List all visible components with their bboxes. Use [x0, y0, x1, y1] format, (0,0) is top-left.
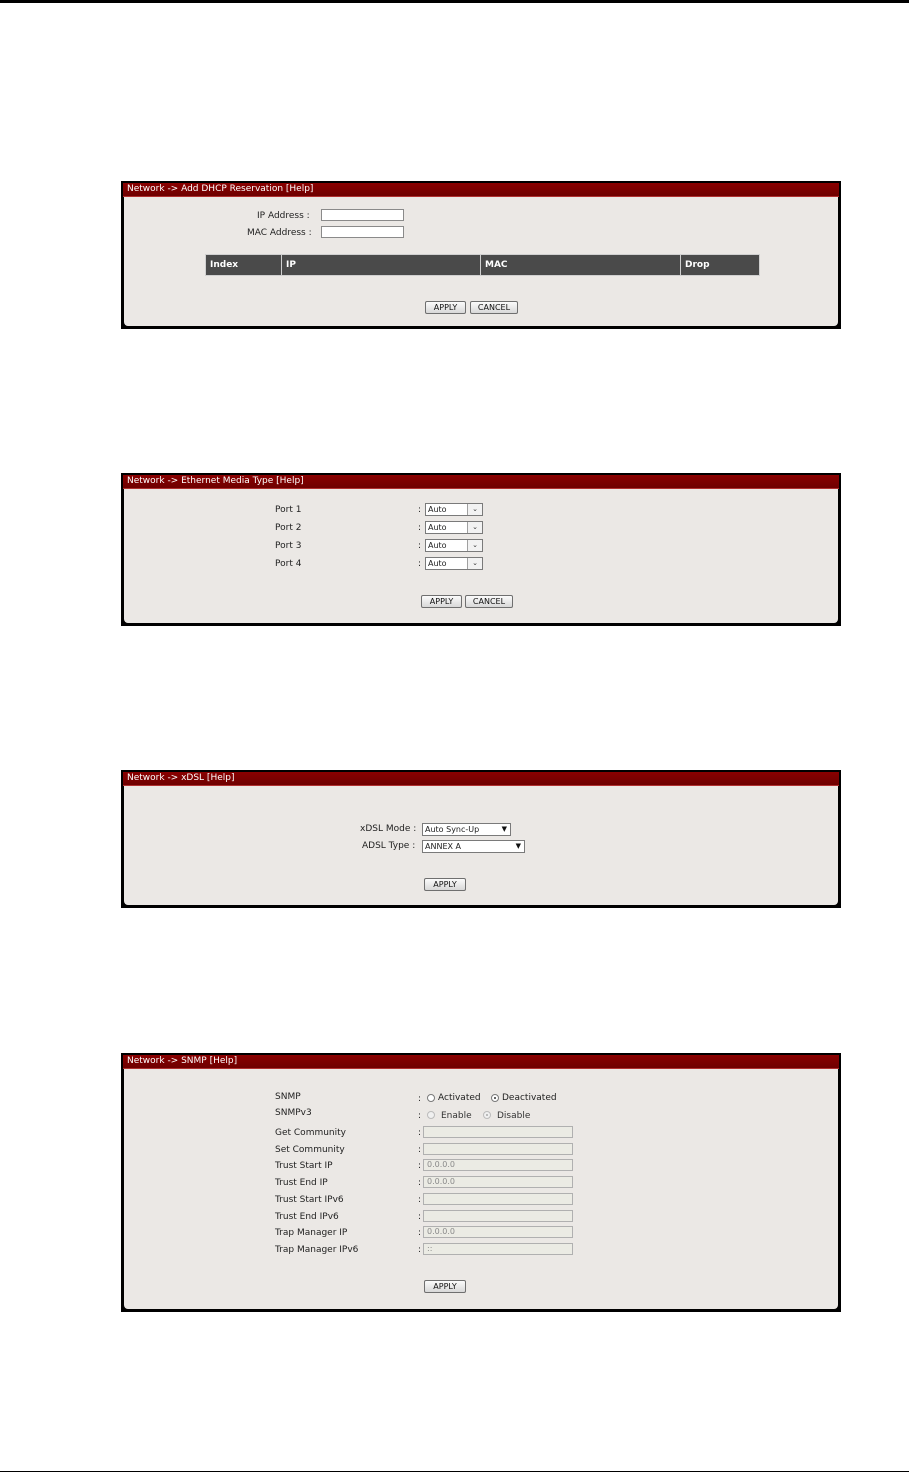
get-community-colon: :: [418, 1128, 422, 1138]
column-mac: MAC: [481, 255, 681, 275]
panel-body: [124, 1069, 838, 1309]
panel-header: [123, 772, 839, 786]
trust-start-ip-input[interactable]: 0.0.0.0: [423, 1159, 573, 1171]
apply-button[interactable]: APPLY: [424, 1280, 466, 1293]
trust-end-ip-colon: :: [418, 1178, 422, 1188]
adsl-type-label: ADSL Type :: [362, 841, 416, 851]
snmp-panel: [121, 1053, 841, 1312]
ip-address-input[interactable]: [321, 209, 404, 221]
adsl-type-value: ANNEX A: [425, 842, 461, 851]
panel-body: [124, 786, 838, 905]
column-index: Index: [206, 255, 282, 275]
port-3-label: Port 3: [275, 541, 302, 551]
panel-title[interactable]: Network -> xDSL [Help]: [127, 773, 235, 783]
reservation-table-header: [205, 254, 760, 276]
trust-start-ip-label: Trust Start IP: [275, 1161, 333, 1171]
snmp-activated-label: Activated: [438, 1093, 481, 1103]
xdsl-panel: [121, 770, 841, 908]
snmpv3-disable-radio[interactable]: [483, 1111, 491, 1119]
port-2-value: Auto: [428, 523, 447, 532]
ethernet-media-type-panel: [121, 473, 841, 626]
set-community-label: Set Community: [275, 1145, 345, 1155]
snmp-label: SNMP: [275, 1092, 301, 1102]
panel-title[interactable]: Network -> Ethernet Media Type [Help]: [127, 476, 304, 486]
port-4-value: Auto: [428, 559, 447, 568]
panel-body: [124, 489, 838, 623]
get-community-input[interactable]: [423, 1126, 573, 1138]
trap-manager-ipv6-colon: :: [418, 1245, 422, 1255]
apply-button[interactable]: APPLY: [421, 595, 462, 608]
snmp-deactivated-label: Deactivated: [502, 1093, 557, 1103]
trust-end-ipv6-colon: :: [418, 1212, 422, 1222]
dhcp-reservation-panel: [121, 181, 841, 329]
apply-button[interactable]: APPLY: [425, 301, 466, 314]
set-community-input[interactable]: [423, 1143, 573, 1155]
apply-button[interactable]: APPLY: [424, 878, 466, 891]
panel-title[interactable]: Network -> SNMP [Help]: [127, 1056, 238, 1066]
snmpv3-disable-label: Disable: [497, 1111, 531, 1121]
trap-manager-ipv6-label: Trap Manager IPv6: [275, 1245, 359, 1255]
trap-manager-ip-input[interactable]: 0.0.0.0: [423, 1226, 573, 1238]
port-2-label: Port 2: [275, 523, 302, 533]
trust-end-ipv6-label: Trust End IPv6: [275, 1212, 339, 1222]
panel-body: [124, 197, 838, 326]
page-top-rule: [0, 0, 909, 3]
port-1-select[interactable]: [425, 503, 483, 516]
trust-end-ip-label: Trust End IP: [275, 1178, 328, 1188]
port-3-colon: :: [418, 541, 422, 551]
panel-header: [123, 183, 839, 197]
port-1-value: Auto: [428, 505, 447, 514]
port-1-label: Port 1: [275, 505, 302, 515]
port-4-select[interactable]: [425, 557, 483, 570]
snmpv3-label: SNMPv3: [275, 1108, 312, 1118]
snmp-colon: :: [418, 1094, 422, 1104]
column-drop: Drop: [685, 260, 710, 270]
port-4-label: Port 4: [275, 559, 302, 569]
trust-end-ip-input[interactable]: 0.0.0.0: [423, 1176, 573, 1188]
trap-manager-ip-label: Trap Manager IP: [275, 1228, 348, 1238]
snmp-deactivated-radio[interactable]: [491, 1094, 499, 1102]
panel-header: [123, 475, 839, 489]
snmpv3-enable-radio[interactable]: [427, 1111, 435, 1119]
dropdown-arrow-icon: ▼: [501, 825, 507, 833]
column-ip: IP: [282, 255, 481, 275]
dropdown-arrow-icon: ▼: [515, 842, 521, 850]
xdsl-mode-value: Auto Sync-Up: [425, 825, 480, 834]
cancel-button[interactable]: CANCEL: [465, 595, 513, 608]
chevron-down-icon: ⌄: [467, 522, 482, 533]
panel-header: [123, 1055, 839, 1069]
trust-start-ipv6-input[interactable]: [423, 1193, 573, 1205]
chevron-down-icon: ⌄: [467, 504, 482, 515]
port-2-colon: :: [418, 523, 422, 533]
mac-address-label: MAC Address :: [247, 228, 312, 238]
cancel-button[interactable]: CANCEL: [470, 301, 518, 314]
port-2-select[interactable]: [425, 521, 483, 534]
ip-address-label: IP Address :: [257, 211, 310, 221]
page-bottom-rule: [0, 1471, 909, 1472]
trap-manager-ipv6-input[interactable]: ::: [423, 1243, 573, 1255]
adsl-type-select[interactable]: [422, 840, 525, 853]
trust-start-ipv6-colon: :: [418, 1195, 422, 1205]
panel-title[interactable]: Network -> Add DHCP Reservation [Help]: [127, 184, 314, 194]
chevron-down-icon: ⌄: [467, 558, 482, 569]
trust-start-ip-colon: :: [418, 1161, 422, 1171]
port-1-colon: :: [418, 505, 422, 515]
mac-address-input[interactable]: [321, 226, 404, 238]
port-4-colon: :: [418, 559, 422, 569]
trap-manager-ip-colon: :: [418, 1228, 422, 1238]
get-community-label: Get Community: [275, 1128, 346, 1138]
trust-end-ipv6-input[interactable]: [423, 1210, 573, 1222]
snmp-activated-radio[interactable]: [427, 1094, 435, 1102]
trust-start-ipv6-label: Trust Start IPv6: [275, 1195, 344, 1205]
xdsl-mode-label: xDSL Mode :: [360, 824, 417, 834]
snmpv3-colon: :: [418, 1111, 422, 1121]
port-3-value: Auto: [428, 541, 447, 550]
port-3-select[interactable]: [425, 539, 483, 552]
set-community-colon: :: [418, 1145, 422, 1155]
xdsl-mode-select[interactable]: [422, 823, 511, 836]
chevron-down-icon: ⌄: [467, 540, 482, 551]
snmpv3-enable-label: Enable: [441, 1111, 472, 1121]
